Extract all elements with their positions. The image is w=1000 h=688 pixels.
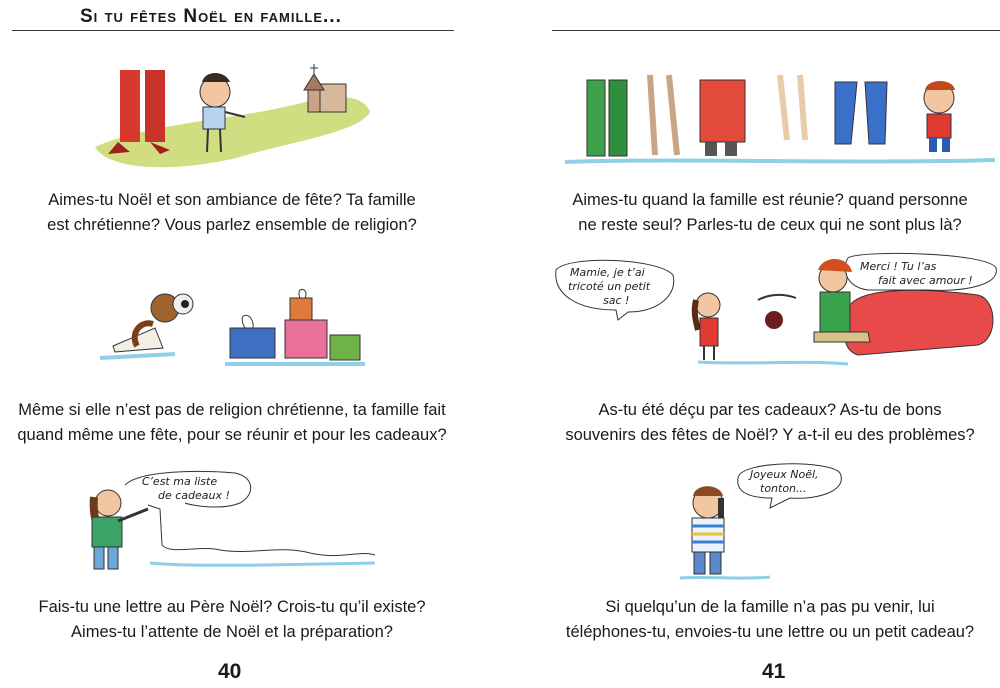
caption-4-line-1: Aimes-tu quand la famille est réunie? quand personne [572,191,968,209]
caption-6-line-2: téléphones-tu, envoies-tu une lettre ou un petit cadeau? [565,623,975,641]
page-number-left: 40 [218,660,242,683]
list-bubble-line-1: C’est ma liste [142,475,218,488]
mamie-bubble-line-1: Mamie, je t’ai [570,266,645,279]
gift-list-illustration [70,465,390,580]
noel-bubble-line-2: tonton... [760,482,807,495]
merci-bubble-line-2: fait avec amour ! [878,274,973,287]
caption-5-line-2: souvenirs des fêtes de Noël? Y a-t-il eu des problèmes? [565,426,975,444]
left-page [0,0,465,688]
header-rule-right [552,30,1000,31]
caption-1 [2,188,462,238]
phone-call-illustration [680,458,900,583]
caption-1-line-2: est chrétienne? Vous parlez ensemble de religion? [47,216,417,234]
caption-1-line-1: Aimes-tu Noël et son ambiance de fête? Ta famille [48,191,416,209]
mamie-bubble-line-2: tricoté un petit [568,280,651,293]
list-bubble-line-2: de cadeaux ! [158,489,230,502]
chapter-header: Si tu fêtes Noël en famille... [80,6,342,27]
page-number-right: 41 [762,660,786,683]
family-legs-illustration [565,70,995,170]
caption-5 [540,398,1000,448]
caption-4 [540,188,1000,238]
caption-2-line-2: quand même une fête, pour se réunir et pour les cadeaux? [17,426,447,444]
caption-4-line-2: ne reste seul? Parles-tu de ceux qui ne sont plus là? [578,216,962,234]
caption-6-line-1: Si quelqu’un de la famille n’a pas pu venir, lui [605,598,935,616]
caption-3 [2,595,462,645]
caption-2 [2,398,462,448]
header-rule [12,30,454,31]
caption-5-line-1: As-tu été déçu par tes cadeaux? As-tu de bons [598,401,942,419]
noel-bubble-line-1: Joyeux Noël, [750,468,819,481]
caption-3-line-2: Aimes-tu l’attente de Noël et la préparation? [71,623,393,641]
grandma-gift-illustration [548,250,1000,375]
mamie-bubble-line-3: sac ! [603,294,630,307]
caption-3-line-1: Fais-tu une lettre au Père Noël? Crois-tu qu’il existe? [38,598,426,616]
merci-bubble-line-1: Merci ! Tu l’as [860,260,937,273]
caption-2-line-1: Même si elle n’est pas de religion chrétienne, ta famille fait [18,401,446,419]
church-path-illustration [90,62,380,174]
right-page [540,0,1000,688]
caption-6 [540,595,1000,645]
presents-illustration [95,280,375,370]
